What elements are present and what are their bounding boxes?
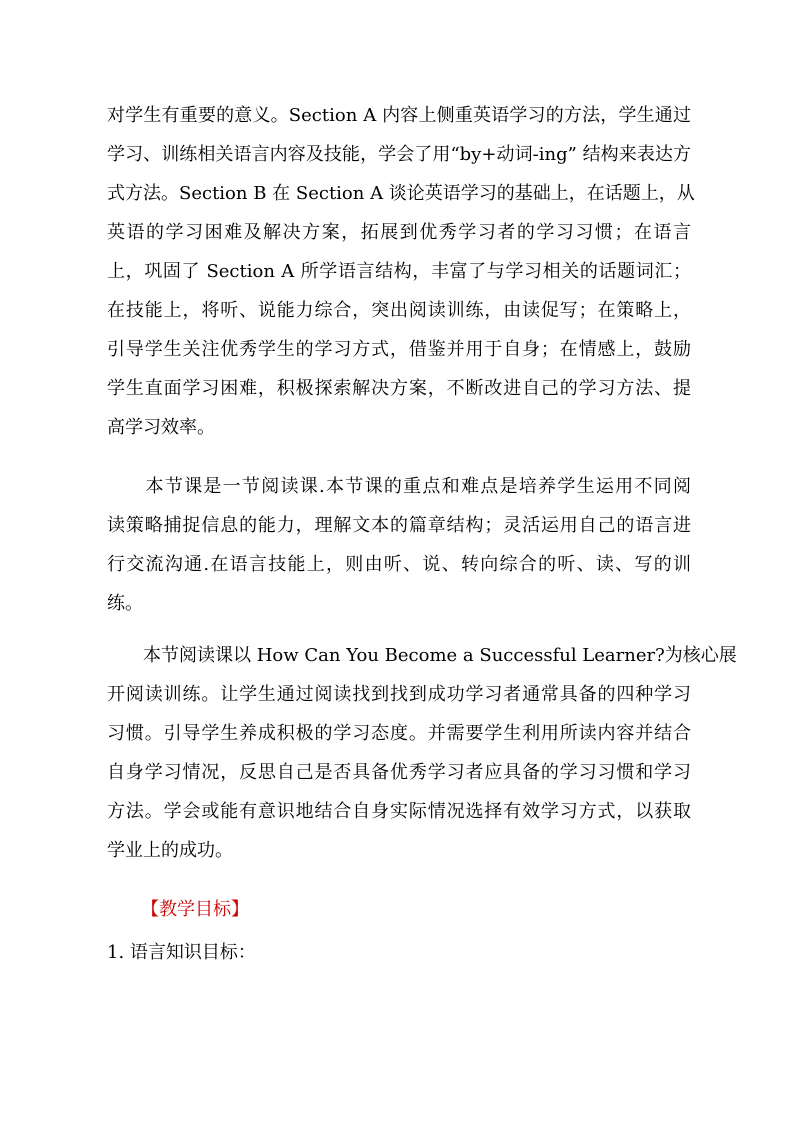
section-heading-teaching-objectives: 【教学目标】: [141, 899, 249, 920]
text-line: 在技能上，将听、说能力综合，突出阅读训练，由读促写；在策略上，: [107, 300, 691, 321]
paragraph-section-overview: [107, 96, 695, 447]
paragraph-reading-lesson: [107, 636, 737, 870]
text-line: 本节课是一节阅读课.本节课的重点和难点是培养学生运用不同阅: [107, 476, 691, 497]
text-line: 行交流沟通.在语言技能上，则由听、说、转向综合的听、读、写的训: [107, 554, 691, 575]
text-line: 练。: [107, 593, 143, 614]
text-line: 式方法。Section B 在 Section A 谈论英语学习的基础上，在话题上，从: [107, 183, 695, 204]
text-line: 对学生有重要的意义。Section A 内容上侧重英语学习的方法，学生通过: [107, 105, 691, 126]
text-line: 方法。学会或能有意识地结合自身实际情况选择有效学习方式，以获取: [107, 801, 691, 822]
text-line: 学生直面学习困难，积极探索解决方案，不断改进自己的学习方法、提: [107, 378, 691, 399]
text-line: 学习、训练相关语言内容及技能，学会了用“by+动词-ing” 结构来表达方: [107, 144, 691, 165]
text-line: 学业上的成功。: [107, 840, 233, 861]
text-line: 习惯。引导学生养成积极的学习态度。并需要学生利用所读内容并结合: [107, 723, 691, 744]
text-line: 英语的学习困难及解决方案，拓展到优秀学习者的学习习惯；在语言: [107, 222, 691, 243]
text-line: 引导学生关注优秀学生的学习方式，借鉴并用于自身；在情感上，鼓励: [107, 339, 691, 360]
text-line: 本节阅读课以 How Can You Become a Successful Learner?为核心展: [107, 645, 737, 666]
text-line: 高学习效率。: [107, 417, 215, 438]
text-line: 读策略捕捉信息的能力，理解文本的篇章结构；灵活运用自己的语言进: [107, 515, 691, 536]
paragraph-lesson-focus: [107, 467, 691, 623]
text-line: 自身学习情况，反思自己是否具备优秀学习者应具备的学习习惯和学习: [107, 762, 691, 783]
text-line: 上，巩固了 Section A 所学语言结构，丰富了与学习相关的话题词汇；: [107, 261, 691, 282]
subheading-language-knowledge: 1. 语言知识目标：: [107, 942, 256, 963]
text-line: 开阅读训练。让学生通过阅读找到找到成功学习者通常具备的四种学习: [107, 684, 691, 705]
